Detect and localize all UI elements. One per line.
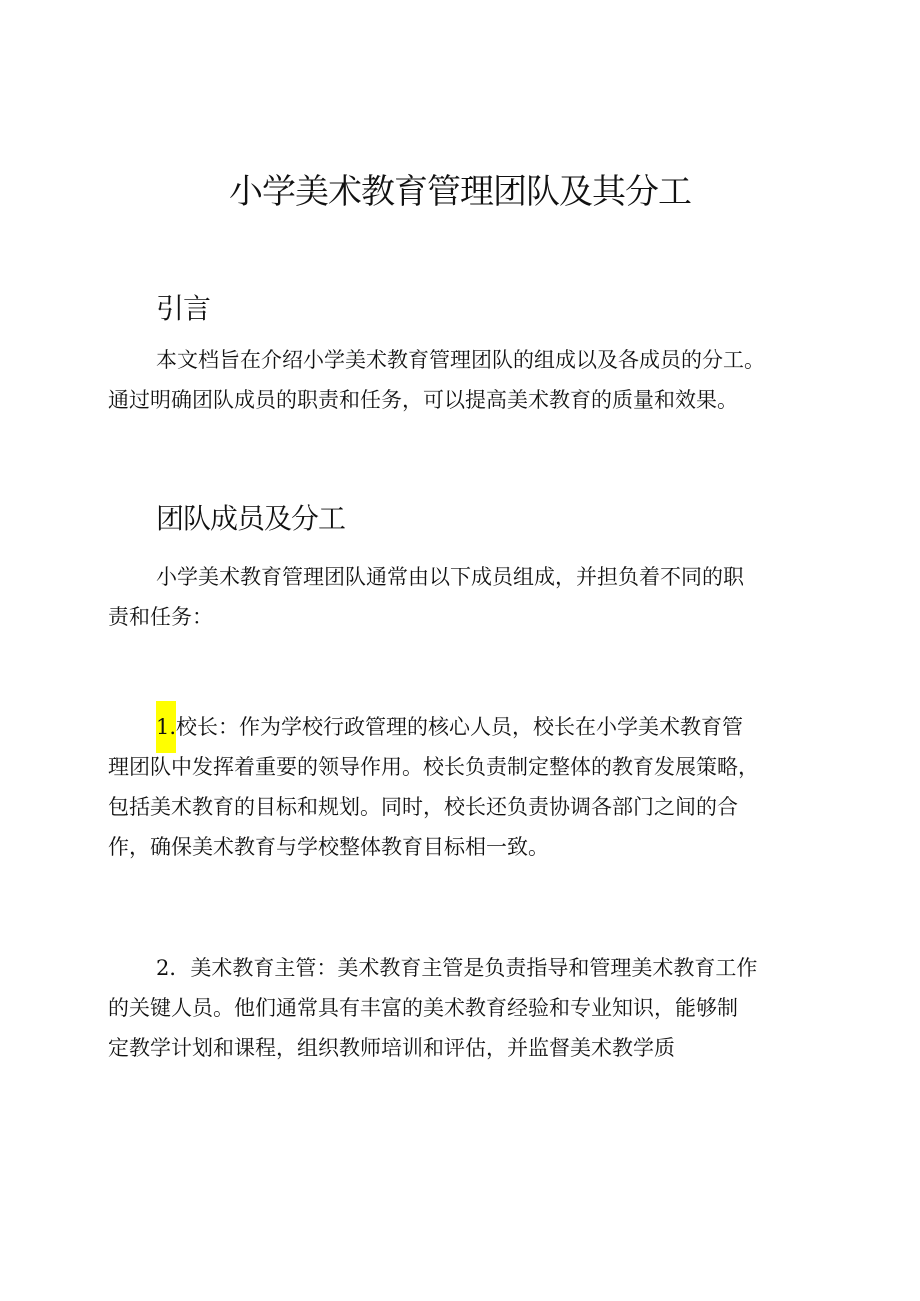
team-intro-paragraph — [108, 557, 820, 637]
section-heading-introduction: 引言 — [156, 292, 211, 325]
paragraph-line: 小学美术教育管理团队通常由以下成员组成，并担负着不同的职 — [156, 565, 744, 589]
list-item-first-line: 2．美术教育主管：美术教育主管是负责指导和管理美术教育工作 — [156, 956, 758, 980]
list-item-art-education-supervisor — [108, 948, 820, 1068]
list-item-text: 校长：作为学校行政管理的核心人员，校长在小学美术教育管 — [176, 715, 744, 739]
paragraph-line: 通过明确团队成员的职责和任务，可以提高美术教育的质量和效果。 — [108, 388, 738, 412]
introduction-paragraph — [108, 340, 820, 420]
paragraph-line: 责和任务： — [108, 605, 213, 629]
document-title: 小学美术教育管理团队及其分工 — [229, 172, 691, 212]
highlighted-item-number: 1. — [156, 701, 176, 753]
paragraph-line: 作，确保美术教育与学校整体教育目标相一致。 — [108, 835, 549, 859]
paragraph-line: 定教学计划和课程，组织教师培训和评估，并监督美术教学质 — [108, 1036, 675, 1060]
paragraph-line: 理团队中发挥着重要的领导作用。校长负责制定整体的教育发展策略， — [108, 755, 759, 779]
list-item-first-line — [108, 707, 820, 747]
section-heading-team-members: 团队成员及分工 — [156, 502, 346, 535]
paragraph-line: 本文档旨在介绍小学美术教育管理团队的组成以及各成员的分工。 — [156, 348, 765, 372]
paragraph-line: 包括美术教育的目标和规划。同时，校长还负责协调各部门之间的合 — [108, 795, 738, 819]
list-item-principal — [108, 707, 820, 867]
paragraph-line: 的关键人员。他们通常具有丰富的美术教育经验和专业知识，能够制 — [108, 996, 738, 1020]
